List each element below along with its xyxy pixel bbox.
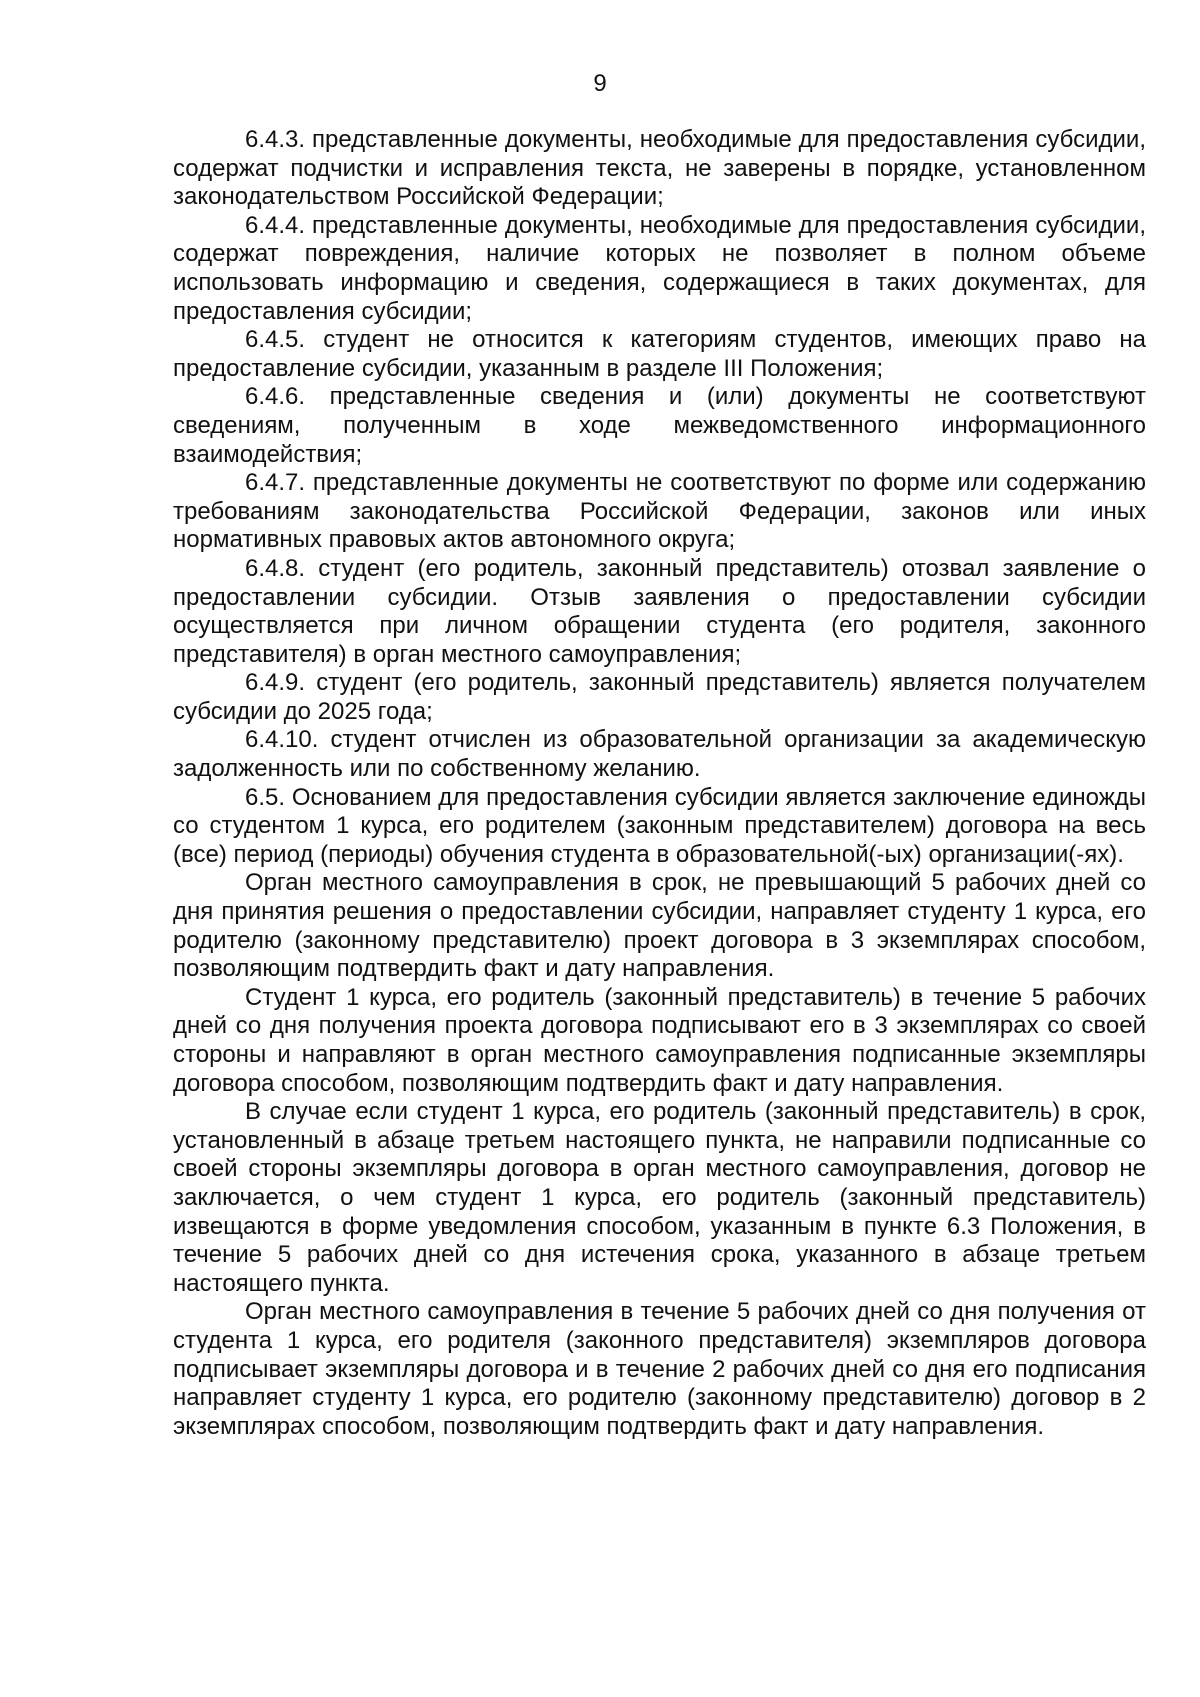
document-body [173, 126, 1146, 1441]
paragraph-6-5-contract-signing: Студент 1 курса, его родитель (законный представитель) в течение 5 рабочих дней со дня получения проекта договора подписывают его в 3 экземплярах со своей стороны и направляют в орган местного самоуправления подписанные экземпляры договора способом, позволяющим подтвердить факт и дату направления. [173, 983, 1146, 1097]
paragraph-6-4-10: 6.4.10. студент отчислен из образовательной организации за академическую задолженность или по собственному желанию. [173, 726, 1146, 783]
paragraph-6-4-6: 6.4.6. представленные сведения и (или) документы не соответствуют сведениям, полученным в ходе межведомственного информационного взаимодействия; [173, 383, 1146, 468]
paragraph-6-4-9: 6.4.9. студент (его родитель, законный представитель) является получателем субсидии до 2025 года; [173, 669, 1146, 725]
paragraph-6-4-5: 6.4.5. студент не относится к категориям студентов, имеющих право на предоставление субсидии, указанным в разделе III Положения; [173, 326, 1146, 382]
paragraph-6-4-7: 6.4.7. представленные документы не соответствуют по форме или содержанию требованиям законодательства Российской Федерации, законов или иных нормативных правовых актов автономного округа; [173, 469, 1146, 554]
paragraph-6-4-4: 6.4.4. представленные документы, необходимые для предоставления субсидии, содержат повреждения, наличие которых не позволяет в полном объеме использовать информацию и сведения, содержащиеся в таких документах, для предоставления субсидии; [173, 211, 1146, 325]
paragraph-6-4-3: 6.4.3. представленные документы, необходимые для предоставления субсидии, содержат подчистки и исправления текста, не заверены в порядке, установленном законодательством Российской Федерации; [173, 126, 1146, 211]
paragraph-6-5-contract-return: Орган местного самоуправления в течение 5 рабочих дней со дня получения от студента 1 курса, его родителя (законного представителя) экземпляров договора подписывает экземпляры договора и в течение 2 рабочих дней со дня его подписания направляет студенту 1 курса, его родителю (законному представителю) договор в 2 экземплярах способом, позволяющим подтвердить факт и дату направления. [173, 1298, 1146, 1440]
page-number: 9 [593, 70, 607, 97]
paragraph-6-4-8: 6.4.8. студент (его родитель, законный представитель) отозвал заявление о предоставлении субсидии. Отзыв заявления о предоставлении субсидии осуществляется при личном обращении студента (его родителя, законного представителя) в орган местного самоуправления; [173, 554, 1146, 668]
paragraph-6-5-contract-sending: Орган местного самоуправления в срок, не превышающий 5 рабочих дней со дня принятия решения о предоставлении субсидии, направляет студенту 1 курса, его родителю (законному представителю) проект договора в 3 экземплярах способом, позволяющим подтвердить факт и дату направления. [173, 869, 1146, 983]
paragraph-6-5: 6.5. Основанием для предоставления субсидии является заключение единожды со студентом 1 курса, его родителем (законным представителем) договора на весь (все) период (периоды) обучения студента в образовательной(-ых) организации(-ях). [173, 783, 1146, 868]
paragraph-6-5-contract-not-concluded: В случае если студент 1 курса, его родитель (законный представитель) в срок, установленный в абзаце третьем настоящего пункта, не направили подписанные со своей стороны экземпляры договора в орган местного самоуправления, договор не заключается, о чем студент 1 курса, его родитель (законный представитель) извещаются в форме уведомления способом, указанным в пункте 6.3 Положения, в течение 5 рабочих дней со дня истечения срока, указанного в абзаце третьем настоящего пункта. [173, 1098, 1146, 1297]
